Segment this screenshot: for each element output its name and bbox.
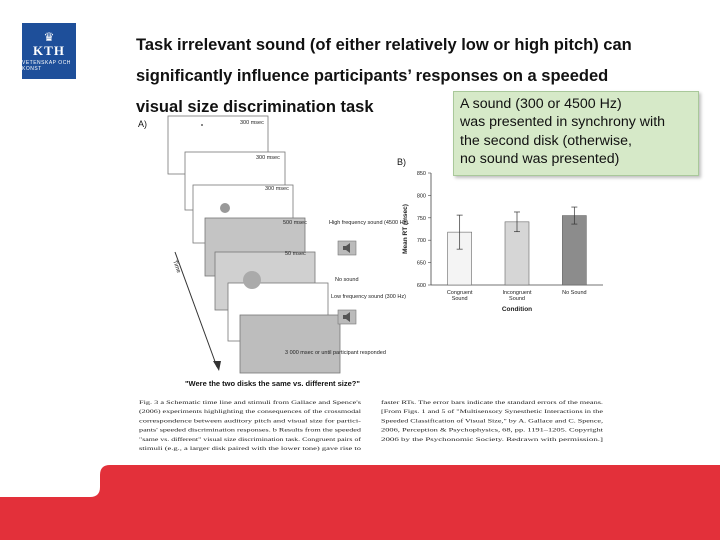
speaker-icon [338, 310, 356, 324]
x-tick-label: Incongruent [502, 290, 532, 296]
caption-line: (2006) experiments highlighting the consequences of the crossmodal [139, 409, 293, 416]
kth-logo [22, 23, 76, 79]
frame-label: 300 msec [265, 186, 289, 192]
title-line: visual size discrimination task [136, 98, 374, 116]
time-arrow-icon [213, 361, 221, 371]
logo-subtext: VETENSKAP OCH KONST [22, 59, 71, 72]
title-line: significantly influence participants’ responses on a speeded [136, 67, 609, 85]
caption-line: 2006, Perception & Psychophysics, 68, pp. 1191–1205. Copyright [381, 427, 604, 434]
callout-line: the second disk (otherwise, [460, 132, 632, 149]
trial-frames [168, 116, 340, 373]
crown-icon: ♛ [43, 29, 55, 44]
y-tick-label: 750 [416, 215, 426, 222]
logo-text: KTH [33, 42, 65, 58]
x-tick-label: Sound [451, 296, 468, 302]
panel-a-label: A) [138, 119, 147, 129]
caption-line: Fig. 3 a Schematic time line and stimuli from Gallace and Spence's [139, 400, 290, 406]
footer-band [0, 465, 720, 540]
caption-line: stimuli (e.g., a larger disk paired with the lower tone) gave rise to [139, 446, 286, 452]
disk-small [220, 203, 230, 213]
callout-line: no sound was presented) [460, 151, 620, 168]
caption-line: Speeded Classification of Visual Size," by A. Gallace and C. Spence, [381, 418, 536, 425]
frame-label: 300 msec [256, 155, 280, 161]
bar-chart [402, 171, 603, 313]
annotation-callout [453, 91, 699, 176]
speaker-icon [338, 241, 356, 255]
title-line: Task irrelevant sound (of either relatively low or high pitch) can [136, 36, 632, 54]
bar [562, 216, 586, 285]
frame-label: 300 msec [240, 120, 264, 126]
x-tick-label: Sound [509, 296, 525, 302]
frame-label: 50 msec [285, 251, 306, 257]
frame-response [240, 315, 340, 373]
x-axis-label: Condition [501, 306, 533, 313]
sound-label: Low frequency sound (300 Hz) [331, 294, 406, 300]
y-axis-label: Mean RT (msec) [402, 204, 409, 254]
frame-label: 3 000 msec or until participant responded [285, 350, 386, 356]
footer-shape [0, 465, 720, 540]
x-tick-label: No Sound [562, 290, 587, 296]
caption-line: faster RTs. The error bars indicate the standard errors of the means. [381, 400, 532, 406]
y-tick-label: 650 [416, 260, 426, 267]
caption-line: 2006 by the Psychonomic Society. Redrawn with permission.] [381, 436, 604, 443]
caption-line: "same vs. different" visual size discrimination task. Congruent pairs of [139, 436, 298, 443]
caption-line: correspondence between auditory pitch and visual size for partici- [139, 418, 287, 425]
y-tick-label: 600 [416, 283, 426, 289]
caption-line: [From Figs. 1 and 5 of "Multisensory Synesthetic Interactions in the [381, 409, 534, 416]
callout-line: A sound (300 or 4500 Hz) [460, 96, 622, 112]
trial-question: "Were the two disks the same vs. different size?" [185, 379, 360, 388]
sound-label: No sound [335, 277, 359, 283]
callout-line: was presented in synchrony with [460, 114, 666, 131]
sound-label: High frequency sound (4500 Hz) [329, 220, 409, 226]
y-tick-label: 700 [416, 238, 426, 245]
frame-label: 500 msec [283, 220, 307, 226]
x-tick-label: Congruent [446, 290, 473, 296]
y-tick-label: 850 [416, 171, 426, 177]
time-label: Time [171, 259, 182, 275]
panel-b-label: B) [397, 157, 406, 167]
y-tick-label: 800 [416, 193, 426, 200]
figure-caption [139, 399, 604, 452]
disk-large [243, 271, 261, 289]
caption-line: pants' speeded discrimination responses. b Results from the speeded [139, 427, 292, 434]
